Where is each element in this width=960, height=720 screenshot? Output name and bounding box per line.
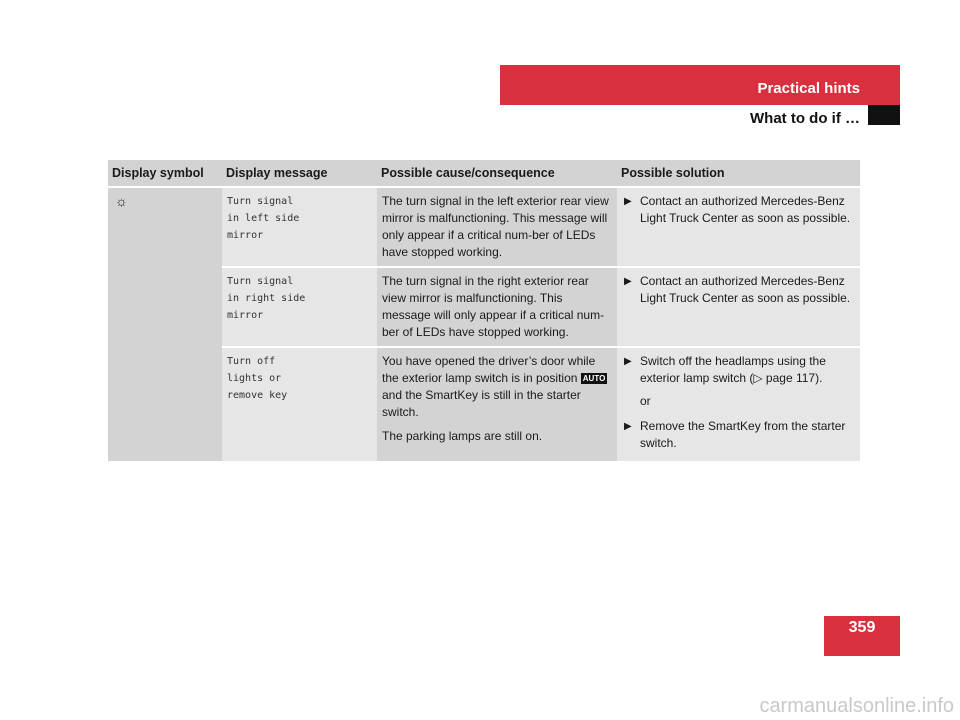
section-title: Practical hints: [757, 80, 860, 97]
display-message-text: Turn signal in right side mirror: [227, 276, 306, 321]
or-separator: or: [640, 394, 651, 408]
display-message-text: Turn off lights or remove key: [227, 356, 288, 401]
column-header: Display symbol: [108, 160, 222, 186]
watermark: carmanualsonline.info: [759, 695, 954, 717]
bullet-arrow-icon: ▶: [624, 356, 632, 367]
solution-text: Contact an authorized Mercedes-Benz Light Truck Center as soon as possible.: [640, 194, 851, 225]
cause-text: [382, 353, 613, 421]
display-message-cell: [222, 348, 377, 461]
auto-position-icon: AUTO: [582, 374, 606, 383]
page-subtitle: What to do if …: [750, 110, 860, 127]
page-number: 359: [848, 619, 876, 636]
solution-item: [622, 418, 856, 452]
hints-table: [108, 158, 860, 463]
column-header: Possible cause/consequence: [377, 160, 617, 186]
display-message-cell: [222, 268, 377, 346]
display-message-cell: [222, 188, 377, 266]
solution-text: Remove the SmartKey from the starter switch.: [640, 419, 846, 450]
display-message-text: Turn signal in left side mirror: [227, 196, 300, 241]
solution-cell: [617, 268, 860, 346]
solution-text: Switch off the headlamps using the exterior lamp switch (▷ page 117).: [640, 354, 826, 385]
bullet-arrow-icon: ▶: [624, 421, 632, 432]
column-header: Possible solution: [617, 160, 860, 186]
cause-text-part: and the SmartKey is still in the starter switch.: [382, 388, 581, 419]
bullet-arrow-icon: ▶: [624, 276, 632, 287]
section-tab-marker: [868, 105, 900, 125]
display-symbol-cell: [108, 188, 222, 461]
section-banner: [500, 65, 900, 105]
cause-text-part: You have opened the driver’s door while the exterior lamp switch is in position: [382, 354, 596, 385]
solution-cell: [617, 188, 860, 266]
cause-cell: [377, 348, 617, 461]
table-header-row: [108, 160, 860, 186]
exterior-lamp-icon: ☼: [115, 193, 128, 209]
solution-text: Contact an authorized Mercedes-Benz Light Truck Center as soon as possible.: [640, 274, 851, 305]
solution-item: [622, 353, 856, 387]
page-number-box: [824, 616, 900, 656]
column-header: Display message: [222, 160, 377, 186]
bullet-arrow-icon: ▶: [624, 196, 632, 207]
table-row: [108, 188, 860, 266]
cause-note: The parking lamps are still on.: [382, 429, 543, 443]
solution-item: [622, 273, 856, 307]
cause-cell: The turn signal in the left exterior rear view mirror is malfunctioning. This message will only appear if a critical num-ber of LEDs have stopped working.: [377, 188, 617, 266]
solution-item: [622, 193, 856, 227]
cause-cell: The turn signal in the right exterior rear view mirror is malfunctioning. This message will only appear if a critical num-ber of LEDs have stopped working.: [377, 268, 617, 346]
solution-cell: [617, 348, 860, 461]
